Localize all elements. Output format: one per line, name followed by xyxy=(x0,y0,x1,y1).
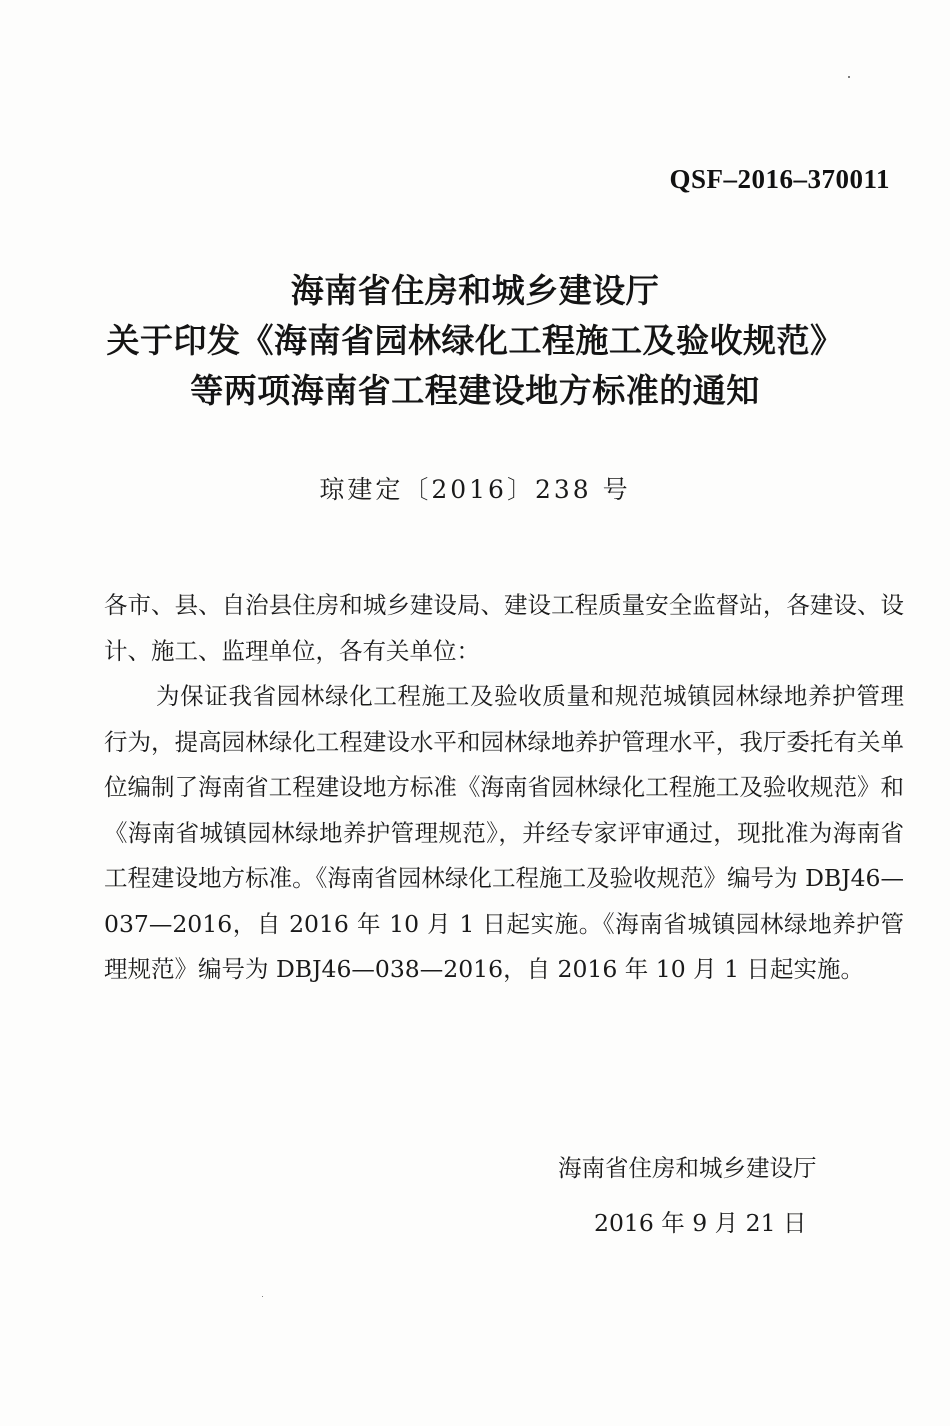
title-line-3: 等两项海南省工程建设地方标准的通知 xyxy=(190,371,760,410)
scan-speck xyxy=(262,1296,263,1297)
document-number: 琼建定〔2016〕238 号 xyxy=(319,475,631,504)
scan-speck xyxy=(848,76,850,78)
document-body xyxy=(104,583,904,993)
document-title xyxy=(0,266,950,416)
signatory: 海南省住房和城乡建设厅 xyxy=(558,1154,817,1182)
body-paragraph: 为保证我省园林绿化工程施工及验收质量和规范城镇园林绿地养护管理行为，提高园林绿化工程建设水平和园林绿地养护管理水平，我厅委托有关单位编制了海南省工程建设地方标准《海南省园林绿化工程施工及验收规范》和《海南省城镇园林绿地养护管理规范》，并经专家评审通过，现批准为海南省工程建设地方标准。《海南省园林绿化工程施工及验收规范》编号为 DBJ46—037—2016，自 2016 年 10 月 1 日起实施。《海南省城镇园林绿地养护管理规范》编号为 DBJ46—038—2016，自 2016 年 10 月 1 日起实施。 xyxy=(104,682,904,983)
document-code: QSF–2016–370011 xyxy=(669,164,890,194)
addressee: 各市、县、自治县住房和城乡建设局、建设工程质量安全监督站，各建设、设计、施工、监理单位，各有关单位： xyxy=(104,591,904,665)
title-line-2: 关于印发《海南省园林绿化工程施工及验收规范》 xyxy=(106,321,844,360)
title-line-1: 海南省住房和城乡建设厅 xyxy=(290,271,660,310)
signature-date: 2016 年 9 月 21 日 xyxy=(594,1209,807,1237)
